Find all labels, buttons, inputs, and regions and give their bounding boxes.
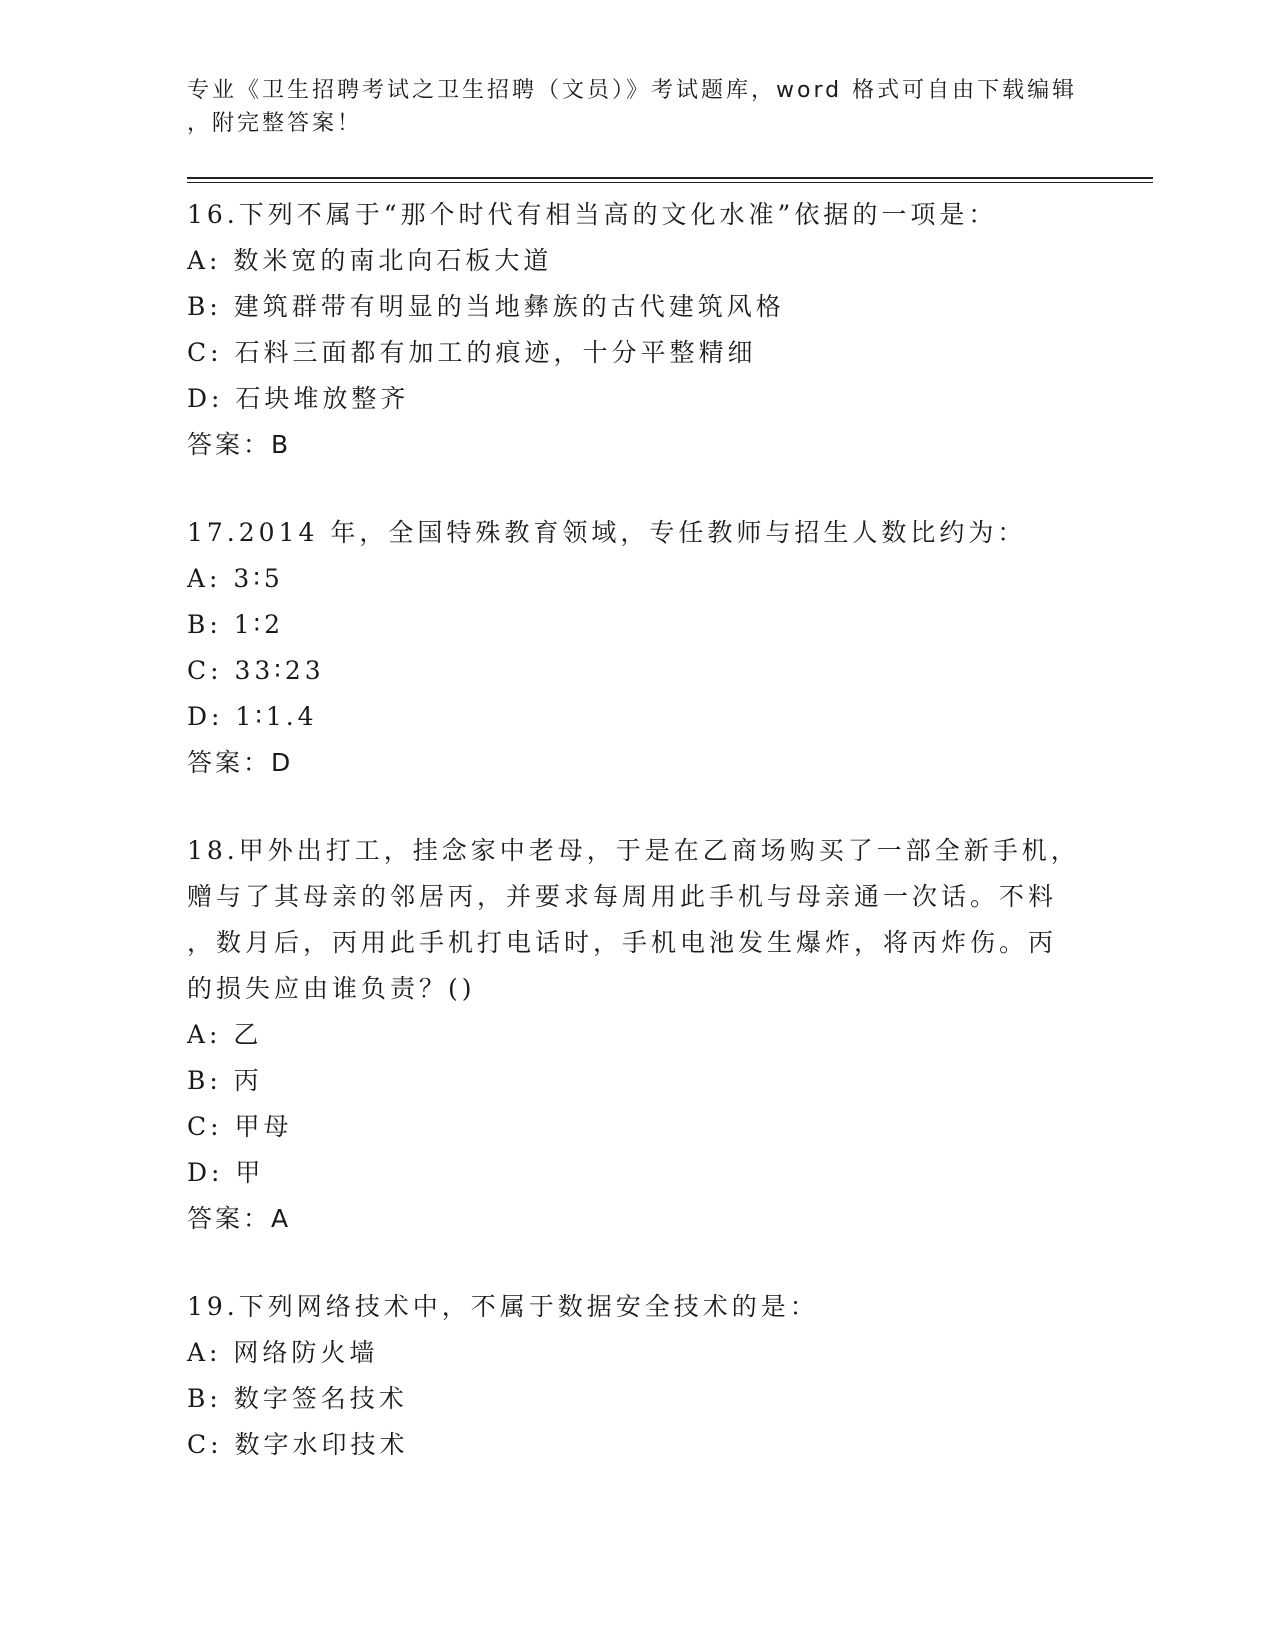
answer-label: 答案：D [187, 748, 294, 777]
option-a: A: 网络防火墙 [187, 1338, 379, 1367]
option-d: D: 1∶1.4 [187, 702, 318, 731]
option-c: C: 33∶23 [187, 656, 325, 685]
option-d: D: 石块堆放整齐 [187, 384, 410, 413]
option-a: A: 数米宽的南北向石板大道 [187, 246, 553, 275]
question-text-line: 的损失应由谁负责？() [187, 974, 476, 1003]
header-line-1: 专业《卫生招聘考试之卫生招聘（文员）》考试题库，word 格式可自由下载编辑 [187, 78, 1078, 103]
option-b: B: 建筑群带有明显的当地彝族的古代建筑风格 [187, 292, 785, 321]
question-17 [187, 510, 1087, 786]
option-b: B: 丙 [187, 1066, 263, 1095]
answer-label: 答案：A [187, 1204, 292, 1233]
question-16 [187, 192, 1087, 468]
question-list [187, 192, 1087, 1510]
header-divider-thick [187, 177, 1153, 179]
option-b: B: 1∶2 [187, 610, 285, 639]
option-c: C: 数字水印技术 [187, 1430, 409, 1459]
answer-label: 答案：B [187, 430, 292, 459]
question-text-line: ，数月后，丙用此手机打电话时，手机电池发生爆炸，将丙炸伤。丙 [187, 928, 1058, 957]
question-text: 16.下列不属于“那个时代有相当高的文化水准”依据的一项是： [187, 200, 998, 229]
option-c: C: 石料三面都有加工的痕迹，十分平整精细 [187, 338, 757, 367]
question-text-line: 18.甲外出打工，挂念家中老母，于是在乙商场购买了一部全新手机， [187, 836, 1080, 865]
option-b: B: 数字签名技术 [187, 1384, 408, 1413]
question-text: 19.下列网络技术中，不属于数据安全技术的是： [187, 1292, 819, 1321]
option-a: A: 3∶5 [187, 564, 284, 593]
question-18 [187, 828, 1087, 1242]
question-19 [187, 1284, 1087, 1468]
option-c: C: 甲母 [187, 1112, 293, 1141]
header-divider-thin [187, 182, 1153, 183]
option-d: D: 甲 [187, 1158, 265, 1187]
option-a: A: 乙 [187, 1020, 263, 1049]
document-header [187, 74, 1087, 140]
header-line-2: ，附完整答案！ [187, 111, 363, 136]
question-text-line: 赠与了其母亲的邻居丙，并要求每周用此手机与母亲通一次话。不料 [187, 882, 1058, 911]
question-text: 17.2014 年，全国特殊教育领域，专任教师与招生人数比约为： [187, 518, 1027, 547]
